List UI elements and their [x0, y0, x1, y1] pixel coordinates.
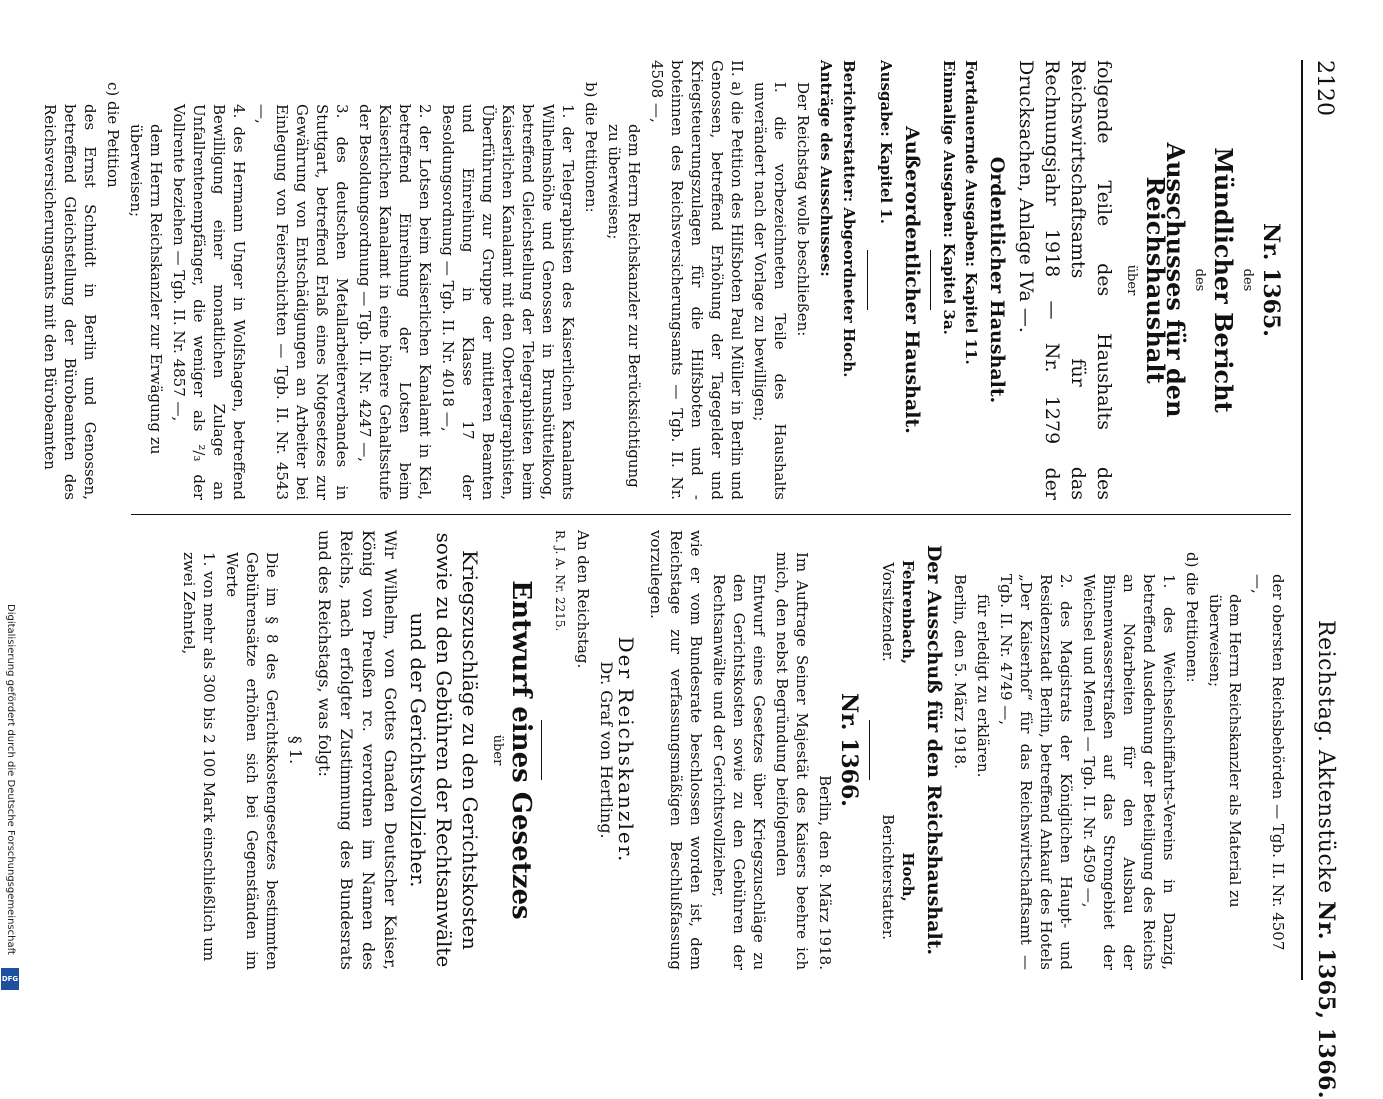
des-word-2: des [1192, 268, 1207, 292]
running-title-numbers: Nr. 1365, 1366. [1313, 901, 1339, 1099]
document-page [41, 20, 1371, 1099]
document-number-1365: Nr. 1365. [1258, 223, 1284, 337]
letter-reference: R. J. A. Nr. 2215. [553, 530, 567, 632]
chair-signature [878, 560, 918, 664]
chancellor-name: Dr. Graf von Hertling. [597, 661, 616, 839]
motion-IIa-end: dem Herrn Reichskanzler zur Berücksichtigung zu überweisen; [605, 124, 643, 488]
draft-law-title: Entwurf eines Gesetzes [506, 580, 536, 920]
divider-rule-3 [869, 720, 870, 780]
left-column [37, 60, 1291, 500]
petition-b2: 2. der Lotsen beim Kaiserlichen Kanalamt in Kiel, betreffend Einreihung der Lotsen beim Kaiserlichen Kanalamt in eine höhere Gehaltsstufe der Besoldungsordnung — Tgb. II. Nr. 4247 —, [356, 104, 434, 500]
petition-d1: 1. des Weichselschiffahrts-Vereins in Danzig, betreffend Ausdehnung der Beteiligung des Reichs an Notarbeiten für den Ausbau der Binnenwasserstraßen auf das Stromgebiet der Weichsel und Memel — Tgb. II. Nr. 4509 —, [1080, 574, 1178, 970]
section-1: § 1. [286, 735, 305, 765]
motion-IId: d) die Petitionen: [1183, 552, 1201, 683]
digitization-footer [0, 0, 20, 1000]
des-word: des [1240, 268, 1255, 292]
continuing-expenses: Fortdauernde Ausgaben: Kapitel 11. [962, 60, 980, 365]
report-title: Mündlicher Bericht [1209, 147, 1238, 413]
committee-signature: Der Ausschuß für den Reichshaushalt. [923, 544, 945, 956]
draft-law-ueber: über [490, 734, 505, 766]
running-title-prefix: Reichstag. Aktenstücke [1313, 620, 1338, 894]
draft-law-subject: Kriegszuschläge zu den Gerichtskosten sowie zu den Gebühren der Rechtsanwälte und der Gerichtsvollzieher. [406, 532, 482, 968]
one-time-expenses: Einmalige Ausgaben: Kapitel 3a. [940, 60, 958, 335]
petition-c-cont: der obersten Reichsbehörden — Tgb. II. Nr. 4507 —, [1249, 574, 1287, 951]
petition-c-text: des Ernst Schmidt in Berlin und Genossen, betreffend Gleichstellung der Bürobeamten des Reichsversicherungsamts mit den Bürobeamten [41, 104, 99, 500]
page-number: 2120 [1312, 60, 1337, 116]
signatories [878, 530, 918, 970]
letter-date: Berlin, den 8. März 1918. [816, 775, 834, 970]
expense-chapter: Ausgabe: Kapitel 1. [877, 60, 895, 224]
resolution-intro: Der Reichstag wolle beschließen: [794, 82, 812, 337]
chancellor-title: Der Reichskanzler. [614, 636, 638, 864]
chair-role: Vorsitzender. [879, 562, 897, 662]
rapporteur-signature [878, 814, 918, 940]
petition-d-end: für erledigt zu erklären. [974, 594, 992, 778]
petition-b1: 1. der Telegraphisten des Kaiserlichen Kanalamts Wilhelmshöhe und Genossen in Brunsbüttelkoog, betreffend Gleichstellung der Telegraphisten beim Kaiserlichen Kanalamt mit den Obertelegraphisten, Überführung zur Gruppe der mittleren Beamten und Einreihung in Klasse 17 der Besoldungsordnung — Tgb. II. Nr. 4018 —, [439, 104, 577, 500]
petition-b3: 3. des deutschen Metallarbeiterverbandes in Stuttgart, betreffend Erlaß eines Notgesetzes zur Gewährung von Entschädigungen an Arbeiter bei Einlegung von Feierschichten — Tgb. II. Nr. 4543 —, [253, 104, 351, 500]
rapporteur-role: Berichterstatter. [879, 814, 897, 940]
petition-c-end: dem Herrn Reichskanzler als Material zu überweisen; [1206, 594, 1244, 908]
petition-b4: 4. des Hermann Unger in Wolfshagen, betreffend Bewilligung einer monatlichen Zulage an Unfallrentenempfänger, die weniger als ²/₃ der Vollrente beziehen — Tgb. II. Nr. 4857 —, [170, 104, 248, 500]
letter-text-1: Im Auftrage Seiner Majestät des Kaisers beehre ich mich, den nebst Begründung beifolgenden [773, 552, 811, 970]
right-column [176, 530, 1291, 970]
ueber-word: über [1124, 264, 1139, 296]
report-intro: folgende Teile des Haushalts des Reichswirtschaftsamts für das Rechnungsjahr 1918 — Nr. 1279 der Drucksachen, Anlage IVa —. [1015, 60, 1115, 500]
enacting-formula: Wir Wilhelm, von Gottes Gnaden Deutscher Kaiser, König von Preußen rc. verordnen im Namen des Reichs, nach erfolgter Zustimmung des Bundesrats und des Reichstags, was folgt: [315, 530, 400, 970]
letter-text-2: Entwurf eines Gesetzes über Kriegszuschläge zu den Gerichtskosten sowie zu den Gebühren der Rechtsanwälte und der Gerichtsvollzieher, [710, 574, 768, 970]
divider-rule [930, 250, 931, 310]
motion-IIb: b) die Petitionen: [582, 82, 600, 213]
report-date: Berlin, den 5. März 1918. [951, 574, 969, 769]
running-title [1313, 620, 1339, 1099]
column-divider [131, 514, 1291, 515]
letter-text-3: wie er vom Bundesrate beschlossen worden ist, dem Reichstage zur verfassungsmäßigen Beschlußfassung vorzulegen. [647, 530, 705, 970]
document-number-1366: Nr. 1366. [836, 693, 862, 807]
extraordinary-budget-heading: Außerordentlicher Haushalt. [901, 126, 923, 434]
section-1-text: Die im § 8 des Gerichtskostengesetzes bestimmten Gebührensätze erhöhen sich bei Gegenständen im Werte [223, 552, 281, 970]
committee-title: Ausschusses für den Reichshaushalt [1141, 142, 1190, 418]
motion-IIc: c) die Petition [104, 82, 122, 188]
ordinary-budget-heading: Ordentlicher Haushalt. [986, 156, 1008, 404]
digitization-credit: Digitalisierung gefördert durch die Deutsche Forschungsgemeinschaft [5, 604, 16, 955]
motions-heading: Anträge des Ausschusses: [817, 60, 835, 277]
chair-name: Fehrenbach, [899, 560, 917, 665]
divider-rule-2 [867, 250, 868, 310]
running-header [1301, 60, 1343, 1099]
section-1-item-1: 1. von mehr als 300 bis 2 100 Mark einschließlich um zwei Zehntel, [180, 552, 218, 962]
rapporteur: Berichterstatter: Abgeordneter Hoch. [840, 60, 858, 378]
motion-IIa: II. a) die Petition des Hilfsboten Paul Müller in Berlin und Genossen, betreffend Erhöhung der Tagegelder und Kriegsteuerungszulagen für die Hilfsboten und -boteinnen des Reichsversicherungsamts — Tgb. II. Nr. 4508 —, [648, 60, 746, 500]
petition-d2: 2. des Magistrats der Königlichen Haupt- und Residenzstadt Berlin, betreffend Ankauf des Hotels „Der Kaiserhof“ für das Reichswirtschaftsamt — Tgb. II. Nr. 4749 —, [997, 574, 1075, 970]
motion-I: I. die vorbezeichneten Teile des Haushalts unverändert nach der Vorlage zu bewilligen; [751, 82, 789, 500]
petition-b-end: dem Herrn Reichskanzler zur Erwägung zu überweisen; [127, 124, 165, 455]
letter-address: An den Reichstag. [574, 530, 592, 669]
rapporteur-name: Hoch, [899, 852, 917, 902]
dfg-logo: DFG [1, 968, 19, 990]
divider-rule-4 [541, 720, 542, 780]
